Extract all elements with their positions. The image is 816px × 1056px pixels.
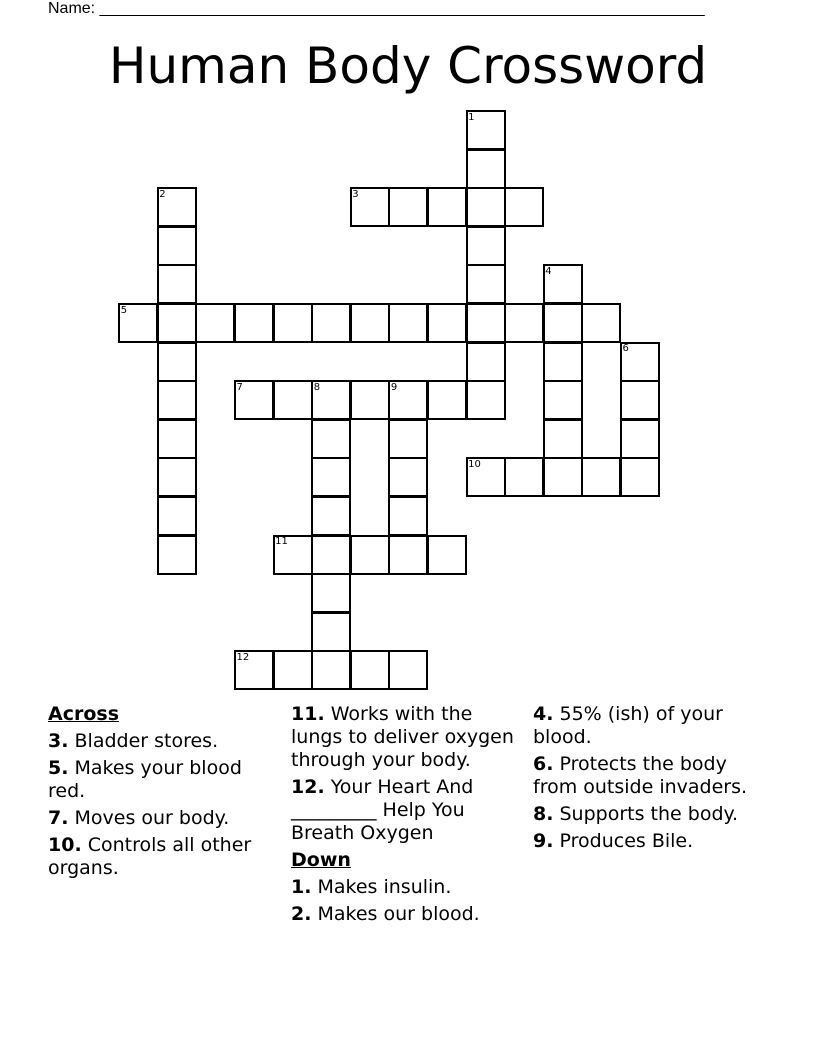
name-blank: ____________________________________________________________________ bbox=[99, 0, 705, 17]
grid-cell[interactable] bbox=[273, 303, 313, 343]
clue-number-10: 10 bbox=[468, 458, 481, 470]
grid-cell[interactable] bbox=[543, 419, 583, 459]
grid-cell[interactable] bbox=[311, 496, 351, 536]
grid-cell[interactable] bbox=[427, 535, 467, 575]
clue-column-1 bbox=[48, 703, 273, 884]
clue-down-8: 8. Supports the body. bbox=[533, 803, 739, 825]
grid-cell[interactable] bbox=[388, 303, 428, 343]
clue-number-12: 12 bbox=[236, 651, 250, 663]
grid-cell[interactable] bbox=[311, 457, 351, 497]
clue-across-11: 11. Works with the lungs to deliver oxygen through your body. bbox=[291, 703, 514, 771]
grid-cell[interactable] bbox=[350, 380, 390, 420]
grid-cell[interactable] bbox=[157, 380, 197, 420]
grid-cell[interactable] bbox=[388, 650, 428, 690]
grid-cell[interactable] bbox=[427, 380, 467, 420]
clue-number-7: 7 bbox=[236, 381, 243, 393]
grid-cell[interactable] bbox=[466, 264, 506, 304]
grid-cell[interactable] bbox=[466, 226, 506, 266]
grid-cell[interactable] bbox=[543, 380, 583, 420]
grid-cell[interactable] bbox=[388, 187, 428, 227]
page-title: Human Body Crossword bbox=[108, 37, 708, 95]
grid-cell[interactable] bbox=[504, 303, 544, 343]
clue-number-5: 5 bbox=[120, 304, 128, 316]
grid-cell[interactable] bbox=[311, 612, 351, 652]
clue-across-5: 5. Makes your blood red. bbox=[48, 757, 242, 802]
clue-number-8: 8 bbox=[313, 381, 321, 393]
grid-cell[interactable] bbox=[388, 419, 428, 459]
grid-cell[interactable] bbox=[234, 303, 274, 343]
grid-cell[interactable] bbox=[388, 535, 428, 575]
clue-column-2 bbox=[291, 703, 521, 930]
clue-number-3: 3 bbox=[352, 188, 359, 200]
clue-down-4: 4. 55% (ish) of your blood. bbox=[533, 703, 723, 748]
grid-cell[interactable] bbox=[543, 457, 583, 497]
grid-cell[interactable] bbox=[466, 187, 506, 227]
grid-cell[interactable] bbox=[543, 303, 583, 343]
clue-down-1: 1. Makes insulin. bbox=[291, 876, 452, 898]
grid-cell[interactable] bbox=[157, 496, 197, 536]
grid-cell[interactable] bbox=[157, 457, 197, 497]
grid-cell[interactable] bbox=[273, 650, 313, 690]
grid-cell[interactable] bbox=[581, 457, 621, 497]
grid-cell[interactable] bbox=[311, 303, 351, 343]
grid-cell[interactable] bbox=[466, 342, 506, 382]
grid-cell[interactable] bbox=[543, 342, 583, 382]
clue-down-9: 9. Produces Bile. bbox=[533, 830, 694, 852]
grid-cell[interactable] bbox=[620, 380, 660, 420]
grid-cell[interactable] bbox=[157, 535, 197, 575]
name-label: Name: bbox=[48, 0, 96, 17]
grid-cell[interactable] bbox=[157, 226, 197, 266]
grid-cell[interactable] bbox=[350, 650, 390, 690]
grid-cell[interactable] bbox=[157, 264, 197, 304]
clue-number-6: 6 bbox=[622, 343, 629, 355]
grid-cell[interactable] bbox=[311, 573, 351, 613]
grid-cell[interactable] bbox=[504, 187, 544, 227]
clue-across-3: 3. Bladder stores. bbox=[48, 730, 219, 752]
grid-cell[interactable] bbox=[273, 380, 313, 420]
clue-number-1: 1 bbox=[468, 111, 475, 123]
clue-across-7: 7. Moves our body. bbox=[48, 807, 230, 829]
clue-number-11: 11 bbox=[275, 536, 288, 548]
grid-cell[interactable] bbox=[388, 496, 428, 536]
grid-cell[interactable] bbox=[157, 342, 197, 382]
clue-down-2: 2. Makes our blood. bbox=[291, 903, 480, 925]
across-heading: Across bbox=[48, 703, 120, 725]
grid-cell[interactable] bbox=[157, 303, 197, 343]
clue-down-6: 6. Protects the body from outside invaders. bbox=[533, 753, 748, 798]
clue-number-4: 4 bbox=[545, 265, 552, 277]
grid-cell[interactable] bbox=[427, 303, 467, 343]
grid-cell[interactable] bbox=[311, 535, 351, 575]
grid-cell[interactable] bbox=[350, 303, 390, 343]
grid-cell[interactable] bbox=[195, 303, 235, 343]
clue-across-10: 10. Controls all other organs. bbox=[48, 834, 252, 879]
clue-column-3 bbox=[533, 703, 773, 857]
grid-cell[interactable] bbox=[581, 303, 621, 343]
clue-number-9: 9 bbox=[390, 381, 398, 393]
grid-cell[interactable] bbox=[466, 303, 506, 343]
down-heading: Down bbox=[291, 849, 351, 871]
grid-cell[interactable] bbox=[388, 457, 428, 497]
grid-cell[interactable] bbox=[466, 149, 506, 189]
grid-cell[interactable] bbox=[311, 650, 351, 690]
grid-cell[interactable] bbox=[504, 457, 544, 497]
clue-across-12: 12. Your Heart And _________ Help You Breath Oxygen bbox=[291, 776, 474, 844]
clue-number-2: 2 bbox=[159, 188, 166, 200]
grid-cell[interactable] bbox=[157, 419, 197, 459]
grid-cell[interactable] bbox=[427, 187, 467, 227]
grid-cell[interactable] bbox=[311, 419, 351, 459]
grid-cell[interactable] bbox=[620, 457, 660, 497]
grid-cell[interactable] bbox=[350, 535, 390, 575]
grid-cell[interactable] bbox=[466, 380, 506, 420]
grid-cell[interactable] bbox=[620, 419, 660, 459]
